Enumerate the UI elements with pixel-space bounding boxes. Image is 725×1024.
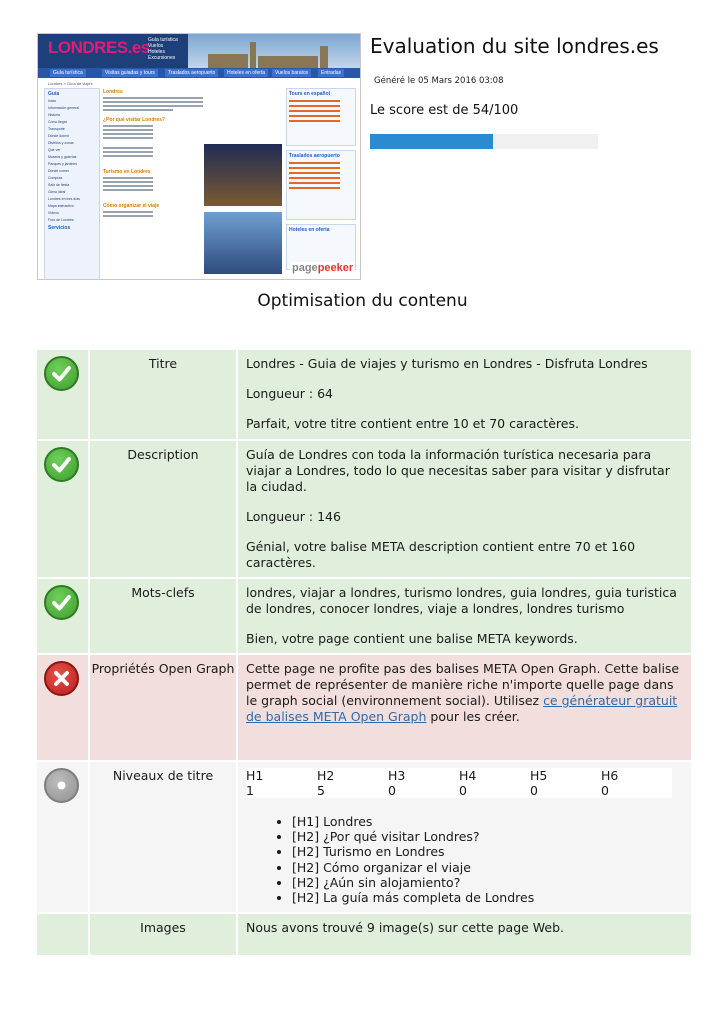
heading-level-label: H2: [317, 768, 335, 783]
thumbnail-nav-item: Visitas guiadas y tours: [102, 69, 158, 77]
watermark-text: page: [292, 262, 318, 274]
opengraph-text-after: pour les créer.: [426, 709, 520, 724]
thumbnail-nav-item: Guía turística: [50, 69, 86, 77]
list-item: • [H2] Cómo organizar el viaje: [292, 860, 683, 875]
row-content: [238, 441, 691, 577]
description-verdict: Génial, votre balise META description contient entre 70 et 160 caractères.: [246, 539, 636, 570]
thumbnail-sidebar-item: Transporte: [48, 127, 65, 131]
opengraph-text: [246, 661, 683, 725]
row-label: Images: [90, 914, 236, 955]
heading-count-table: [246, 768, 672, 798]
list-item: • [H2] ¿Por qué visitar Londres?: [292, 829, 683, 844]
description-length: Longueur : 146: [246, 509, 341, 524]
generated-date: Généré le 05 Mars 2016 03:08: [374, 76, 504, 86]
opengraph-text-before: Cette page ne profite pas des balises META Open Graph. Cette balise permet de représenter de manière riche n'importe quelle page dans le graph social (environnement social). Utilisez: [246, 661, 680, 708]
pagepeeker-watermark: [290, 262, 355, 274]
thumbnail-heading: Turismo en Londres: [103, 169, 151, 175]
thumbnail-photo-parliament: [204, 144, 282, 206]
thumbnail-sidebar-item: Museos y galerías: [48, 155, 77, 159]
check-icon: [44, 447, 79, 482]
row-title: [37, 350, 691, 439]
tagline-line: Vuelos: [148, 43, 164, 49]
row-label: Mots-clefs: [90, 579, 236, 653]
images-value: Nous avons trouvé 9 image(s) sur cette page Web.: [246, 920, 565, 935]
error-x-icon: [44, 661, 79, 696]
thumbnail-sidebar-item: Dónde dormir: [48, 134, 70, 138]
score-bar-fill: [370, 134, 493, 149]
watermark-text: peeker: [317, 262, 354, 274]
thumbnail-sidebar-item: Mapa interactivo: [48, 204, 74, 208]
list-item: • [H2] Turismo en Londres: [292, 844, 683, 859]
thumbnail-nav-item: Vuelos baratos: [272, 69, 311, 77]
description-value: Guía de Londres con toda la información turística necesaria para viajar a Londres, todo lo que necesitas saber para visitar y disfrutar la ciudad.: [246, 447, 670, 494]
title-verdict: Parfait, votre titre contient entre 10 et 70 caractères.: [246, 416, 579, 431]
row-label: Niveaux de titre: [90, 762, 236, 912]
thumbnail-sidebar-item: Foro de Londres: [48, 218, 74, 222]
heading-level-label: H4: [459, 768, 477, 783]
thumbnail-sidebar-item: Londres en tres días: [48, 197, 80, 201]
thumbnail-right-title: Hoteles en oferta: [289, 227, 330, 233]
thumbnail-sidebar-title: Servicios: [48, 225, 71, 231]
thumbnail-breadcrumb: Londres > Guía de viajes: [48, 81, 93, 86]
section-title: Optimisation du contenu: [257, 291, 468, 311]
check-icon: [44, 356, 79, 391]
tagline-line: Guía turística: [148, 37, 178, 43]
thumbnail-right-title: Traslados aeropuerto: [289, 153, 340, 159]
thumbnail-sidebar-item: Historia: [48, 113, 60, 117]
page-title: Evaluation du site londres.es: [370, 34, 659, 58]
thumbnail-right-title: Tours en español: [289, 91, 331, 97]
row-content: [238, 914, 691, 955]
row-content: [238, 579, 691, 653]
thumbnail-sidebar-item: Compras: [48, 176, 63, 180]
row-content: [238, 350, 691, 439]
list-item: • [H2] La guía más completa de Londres: [292, 890, 683, 905]
thumbnail-sidebar-item: Vídeos: [48, 211, 59, 215]
heading-level-count: 0: [530, 783, 538, 798]
check-icon: [44, 585, 79, 620]
row-label: Propriétés Open Graph: [90, 655, 236, 760]
heading-list: [246, 814, 683, 905]
thumbnail-right-column: [286, 88, 356, 274]
row-content: [238, 762, 691, 912]
title-length: Longueur : 64: [246, 386, 333, 401]
row-label: Titre: [90, 350, 236, 439]
og-generator-link[interactable]: ce générateur gratuit de balises META Open Graph: [246, 693, 678, 724]
thumbnail-nav-item: Traslados aeropuerto: [165, 69, 218, 77]
thumbnail-sidebar-title: Guía: [48, 91, 60, 97]
score-bar: [370, 134, 598, 149]
thumbnail-sidebar-item: Salir de fiesta: [48, 183, 70, 187]
heading-level-count: 1: [246, 783, 254, 798]
thumbnail-sidebar-item: Distritos y zonas: [48, 141, 74, 145]
thumbnail-heading: Cómo organizar el viaje: [103, 203, 160, 209]
heading-level-count: 0: [601, 783, 609, 798]
thumbnail-sidebar-item: Dónde comer: [48, 169, 70, 173]
heading-level-count: 0: [388, 783, 396, 798]
row-keywords: [37, 579, 691, 653]
thumbnail-main-content: [103, 88, 203, 219]
thumbnail-nav-item: Entradas: [318, 69, 344, 77]
thumbnail-nav-item: Hoteles en oferta: [224, 69, 268, 77]
row-images: [37, 914, 691, 955]
row-headings: [37, 762, 691, 912]
thumbnail-sidebar-item: Inicio: [48, 99, 57, 103]
thumbnail-sidebar-item: Información general: [48, 106, 79, 110]
row-content: [238, 655, 691, 760]
keywords-value: londres, viajar a londres, turismo londres, guia londres, guia turistica de londres, conocer londres, viaje a londres, londres turismo: [246, 585, 677, 616]
heading-level-count: 5: [317, 783, 325, 798]
thumbnail-skyline: [188, 34, 360, 68]
thumbnail-heading: ¿Por qué visitar Londres?: [103, 117, 165, 123]
row-opengraph: [37, 655, 691, 760]
list-item: • [H1] Londres: [292, 814, 683, 829]
tagline-line: Hoteles: [148, 49, 165, 55]
keywords-verdict: Bien, votre page contient une balise META keywords.: [246, 631, 578, 646]
heading-level-label: H3: [388, 768, 406, 783]
list-item: • [H2] ¿Aún sin alojamiento?: [292, 875, 683, 890]
thumbnail-sidebar-item: Clima ideal: [48, 190, 66, 194]
heading-level-label: H5: [530, 768, 548, 783]
score-text: Le score est de 54/100: [370, 103, 519, 118]
thumbnail-sidebar-item: Parques y jardines: [48, 162, 77, 166]
thumbnail-nav: [38, 68, 360, 78]
heading-level-label: H1: [246, 768, 264, 783]
tagline-line: Excursiones: [148, 55, 176, 61]
thumbnail-tagline: [148, 37, 178, 61]
site-screenshot-thumbnail: [37, 33, 361, 280]
thumbnail-logo: LONDRES.es: [48, 38, 150, 57]
thumbnail-photo-towerbridge: [204, 212, 282, 274]
row-description: [37, 441, 691, 577]
thumbnail-sidebar-item: Qué ver: [48, 148, 61, 152]
heading-level-count: 0: [459, 783, 467, 798]
row-label: Description: [90, 441, 236, 577]
thumbnail-heading: Londres: [103, 89, 123, 95]
thumbnail-sidebar: [44, 88, 100, 280]
thumbnail-sidebar-item: Cómo llegar: [48, 120, 67, 124]
thumbnail-header: [38, 34, 360, 68]
info-neutral-icon: [44, 768, 79, 803]
title-value: Londres - Guia de viajes y turismo en Londres - Disfruta Londres: [246, 356, 648, 371]
heading-level-label: H6: [601, 768, 619, 783]
